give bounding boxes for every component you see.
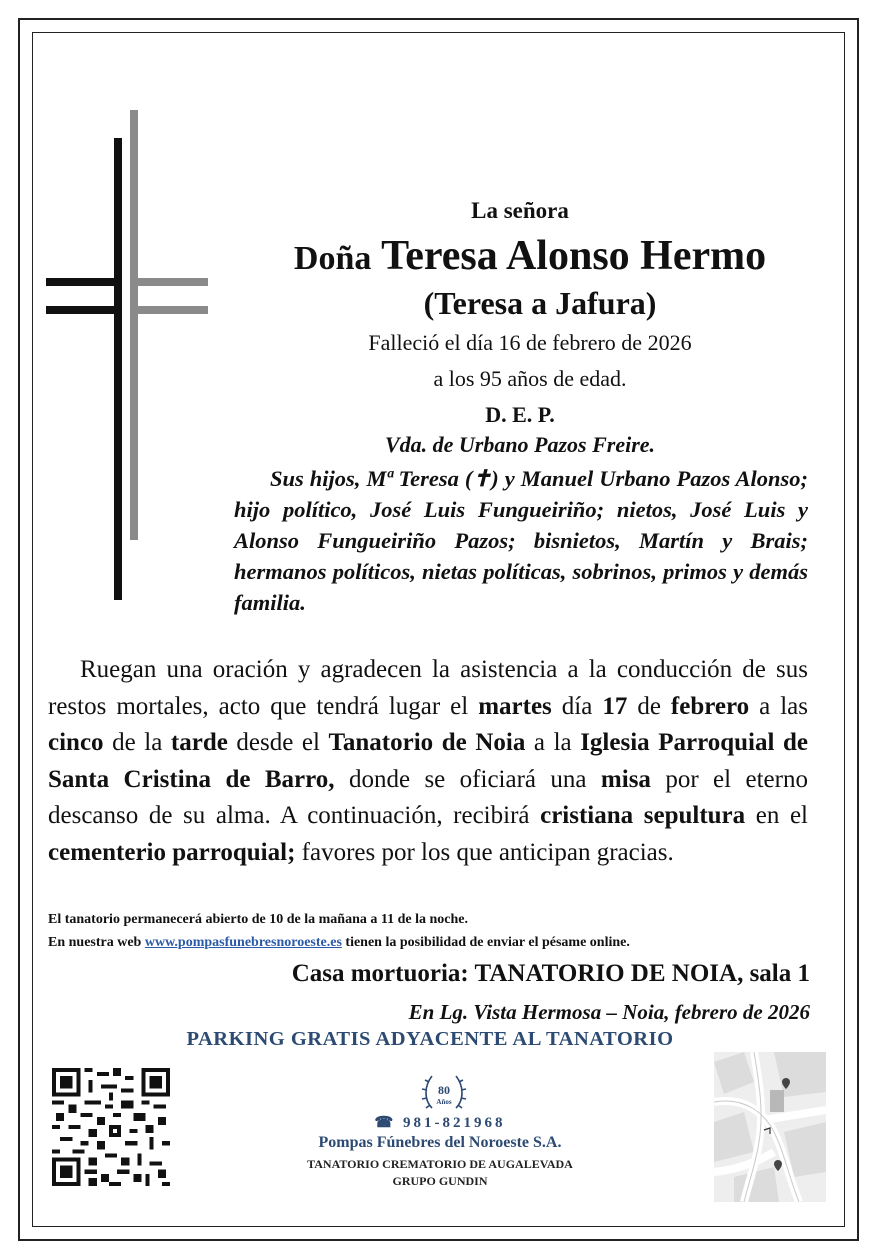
deceased-name-line [240,232,820,280]
parking-notice: PARKING GRATIS ADYACENTE AL TANATORIO [186,1028,674,1050]
death-date: Falleció el día 16 de febrero de 2026 [368,330,692,355]
website-link[interactable]: www.pompasfunebresnoroeste.es [144,935,342,950]
honorific: Doña [293,240,372,277]
company-name: Pompas Fúnebres del Noroeste S.A. [318,1134,562,1151]
intro-label: La señora [471,198,569,223]
phone-line [300,1113,580,1132]
place-date: En Lg. Vista Hermosa – Noia, febrero de 2026 [408,1000,810,1024]
family-list: Sus hijos, Mª Teresa (✝) y Manuel Urbano Pazos Alonso; hijo político, José Luis Fungueiriño; nietos, José Luis y Alonso Fungueiriño Pazos; bisnietos, Martín y Brais; hermanos políticos, nietas políticas, sobrinos, primos y demás familia. [234,466,808,615]
web-note: En nuestra web www.pompasfunebresnoroeste.es tienen la posibilidad de enviar el pésame online. [48,935,630,950]
widow-line: Vda. de Urbano Pazos Freire. [384,432,656,457]
dep-line: D. E. P. [485,402,555,427]
funeral-home: Casa mortuoria: TANATORIO DE NOIA, sala 1 [291,960,810,987]
group-name: GRUPO GUNDIN [392,1174,488,1188]
cross-icon [46,110,211,600]
svg-text:80: 80 [438,1083,450,1097]
deceased-name: Teresa Alonso Hermo [381,233,767,279]
ceremony-text: Ruegan una oración y agradecen la asistencia a la conducción de sus restos mortales, acto que tendrá lugar el martes día 17 de febrero a las cinco de la tarde desde el Tanatorio de Noia a la Iglesia Parroquial de Santa Cristina de Barro, donde se oficiará una misa por el eterno descanso de su alma. A continuación, recibirá cristiana sepultura en el cementerio parroquial; favores por los que anticipan gracias. [48,656,808,866]
age-line: a los 95 años de edad. [433,366,627,391]
crematorium-name: TANATORIO CREMATORIO DE AUGALEVADA [307,1157,573,1171]
phone-icon: ☎ [374,1115,397,1131]
anniversary-logo [420,1068,468,1118]
location-map[interactable] [714,1052,826,1202]
opening-hours: El tanatorio permanecerá abierto de 10 de la mañana a 11 de la noche. [48,912,468,927]
qr-code[interactable] [52,1068,170,1186]
phone-number[interactable]: 981-821968 [402,1115,506,1131]
svg-text:Años: Años [436,1098,452,1106]
deceased-alias: (Teresa a Jafura) [423,285,657,321]
